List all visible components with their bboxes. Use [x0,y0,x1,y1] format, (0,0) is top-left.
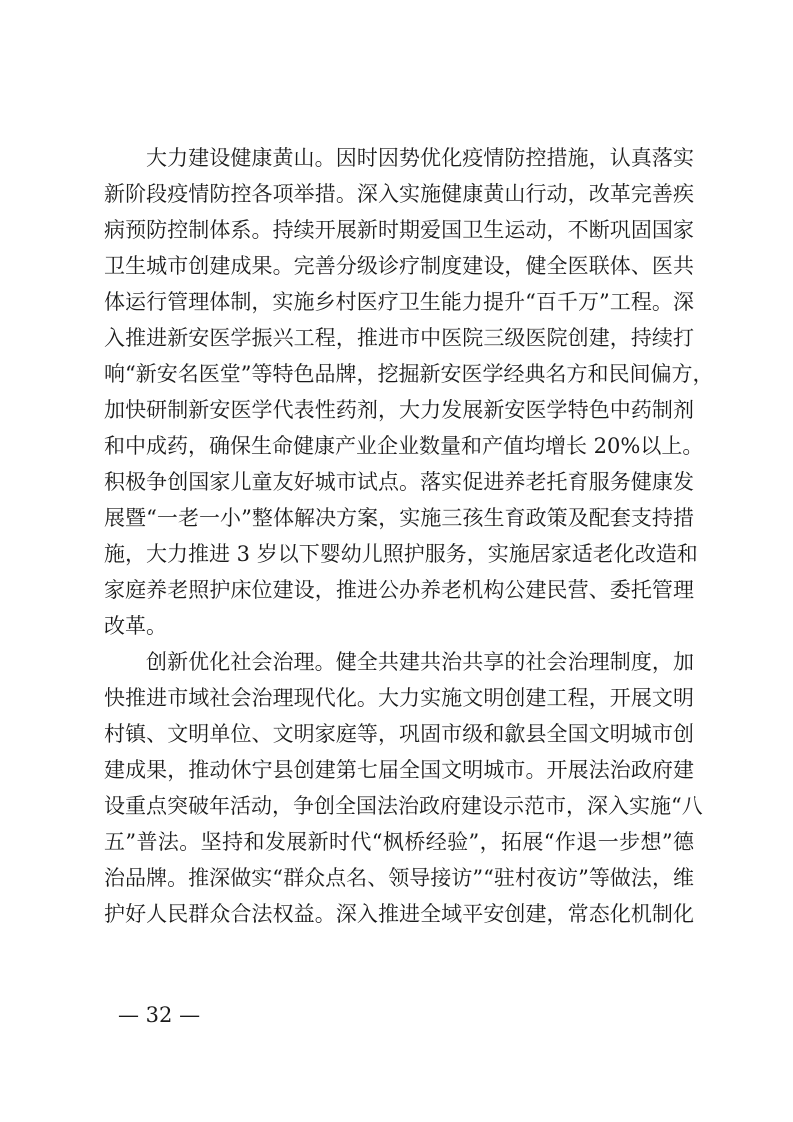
paragraph-healthy-huangshan [104,140,714,644]
page-number: — 32 — [118,1003,201,1027]
text-line: 快推进市域社会治理现代化。大力实施文明创建工程，开展文明 [104,686,694,710]
text-line: 体运行管理体制，实施乡村医疗卫生能力提升“百千万”工程。深 [104,290,694,314]
text-line: 治品牌。推深做实“群众点名、领导接访”“驻村夜访”等做法，维 [104,866,694,890]
body-text [104,140,714,932]
text-line: 和中成药，确保生命健康产业企业数量和产值均增长 20%以上。 [104,434,704,458]
text-line: 村镇、文明单位、文明家庭等，巩固市级和歙县全国文明城市创 [104,722,694,746]
text-line: 护好人民群众合法权益。深入推进全域平安创建，常态化机制化 [104,902,694,926]
text-line: 家庭养老照护床位建设，推进公办养老机构公建民营、委托管理 [104,578,694,602]
text-line: 施，大力推进 3 岁以下婴幼儿照护服务，实施居家适老化改造和 [104,542,698,566]
text-line: 响“新安名医堂”等特色品牌，挖掘新安医学经典名方和民间偏方， [104,362,714,386]
text-line: 改革。 [104,614,167,638]
text-line: 病预防控制体系。持续开展新时期爱国卫生运动，不断巩固国家 [104,218,694,242]
text-line: 展暨“一老一小”整体解决方案，实施三孩生育政策及配套支持措 [104,506,694,530]
text-line: 积极争创国家儿童友好城市试点。落实促进养老托育服务健康发 [104,470,694,494]
text-line: 加快研制新安医学代表性药剂，大力发展新安医学特色中药制剂 [104,398,694,422]
text-line: 卫生城市创建成果。完善分级诊疗制度建设，健全医联体、医共 [104,254,694,278]
text-line: 新阶段疫情防控各项举措。深入实施健康黄山行动，改革完善疾 [104,182,694,206]
paragraph-social-governance [104,644,703,932]
text-line: 建成果，推动休宁县创建第七届全国文明城市。开展法治政府建 [104,758,694,782]
text-line: 五”普法。坚持和发展新时代“枫桥经验”，拓展“作退一步想”德 [104,830,694,854]
text-line: 设重点突破年活动，争创全国法治政府建设示范市，深入实施“八 [104,794,703,818]
text-line: 大力建设健康黄山。因时因势优化疫情防控措施，认真落实 [146,146,694,170]
text-line: 创新优化社会治理。健全共建共治共享的社会治理制度，加 [146,650,694,674]
text-line: 入推进新安医学振兴工程，推进市中医院三级医院创建，持续打 [104,326,694,350]
